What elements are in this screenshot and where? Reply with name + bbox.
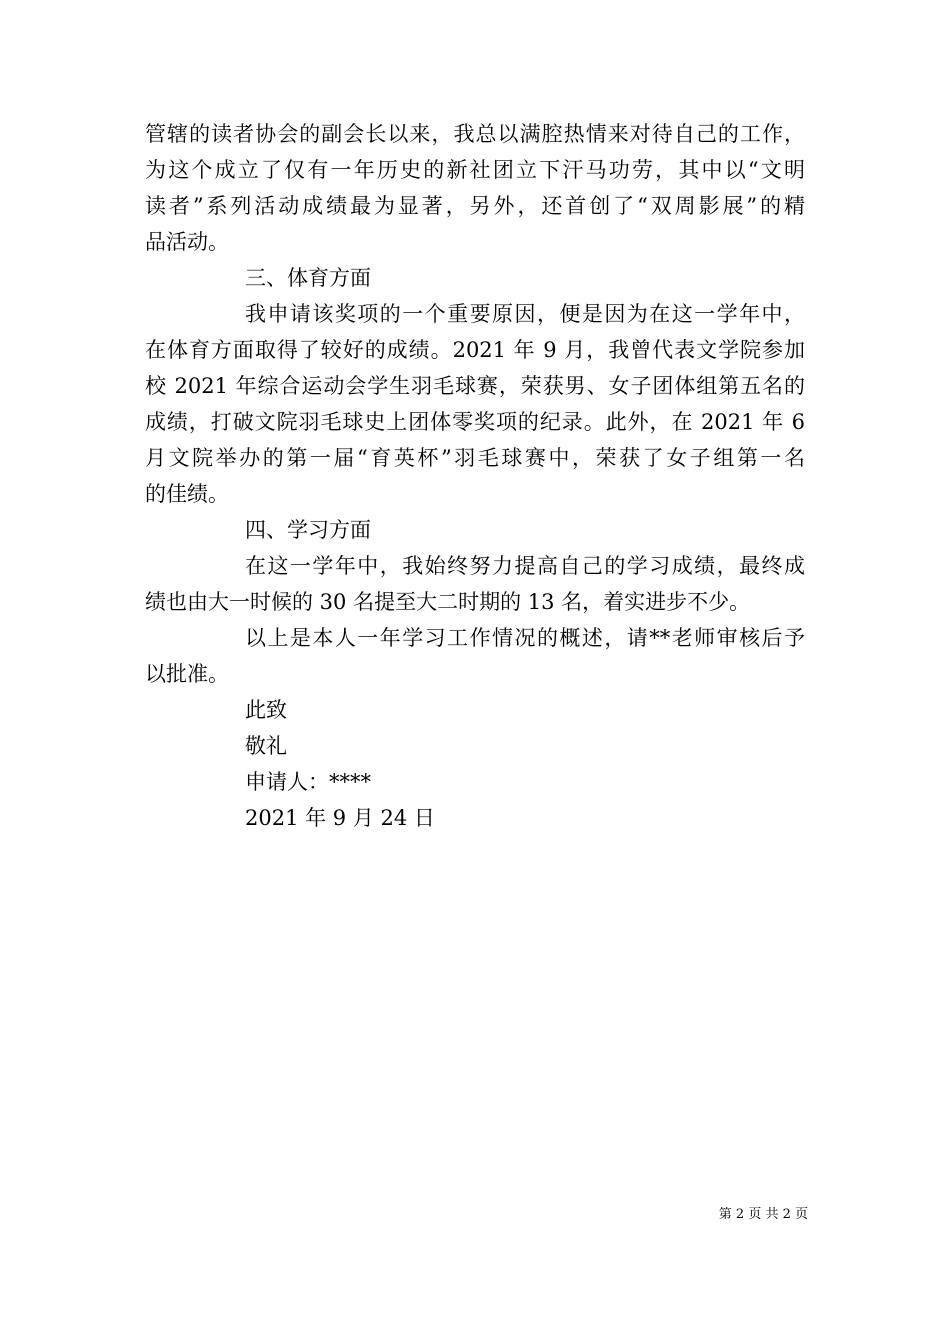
salutation: 此致 bbox=[245, 698, 287, 722]
paragraph-line: 管辖的读者协会的副会长以来，我总以满腔热情来对待自己的工作， bbox=[145, 122, 805, 146]
paragraph-line: 在这一学年中，我始终努力提高自己的学习成绩，最终成 bbox=[245, 554, 805, 578]
applicant-signature: 申请人：**** bbox=[245, 770, 371, 794]
paragraph-line: 绩也由大一时候的 30 名提至大二时期的 13 名，着实进步不少。 bbox=[145, 590, 751, 614]
paragraph-line: 读者”系列活动成绩最为显著，另外，还首创了“双周影展”的精 bbox=[145, 194, 805, 218]
paragraph-line: 我申请该奖项的一个重要原因，便是因为在这一学年中， bbox=[245, 302, 805, 326]
paragraph-line: 在体育方面取得了较好的成绩。2021 年 9 月，我曾代表文学院参加 bbox=[145, 338, 805, 362]
section-heading-sports: 三、体育方面 bbox=[245, 266, 371, 290]
signature-date: 2021 年 9 月 24 日 bbox=[245, 806, 435, 830]
paragraph-line: 品活动。 bbox=[145, 230, 229, 254]
page-number: 第 2 页 共 2 页 bbox=[718, 1207, 808, 1222]
paragraph-line: 以批准。 bbox=[145, 662, 229, 686]
paragraph-line: 月文院举办的第一届“育英杯”羽毛球赛中，荣获了女子组第一名 bbox=[145, 446, 805, 470]
regards: 敬礼 bbox=[245, 734, 287, 758]
paragraph-line: 以上是本人一年学习工作情况的概述，请**老师审核后予 bbox=[245, 626, 805, 650]
paragraph-line: 校 2021 年综合运动会学生羽毛球赛，荣获男、女子团体组第五名的 bbox=[145, 374, 805, 398]
paragraph-line: 的佳绩。 bbox=[145, 482, 229, 506]
paragraph-line: 成绩，打破文院羽毛球史上团体零奖项的纪录。此外，在 2021 年 6 bbox=[145, 410, 805, 434]
paragraph-line: 为这个成立了仅有一年历史的新社团立下汗马功劳，其中以“文明 bbox=[145, 158, 805, 182]
section-heading-study: 四、学习方面 bbox=[245, 518, 371, 542]
